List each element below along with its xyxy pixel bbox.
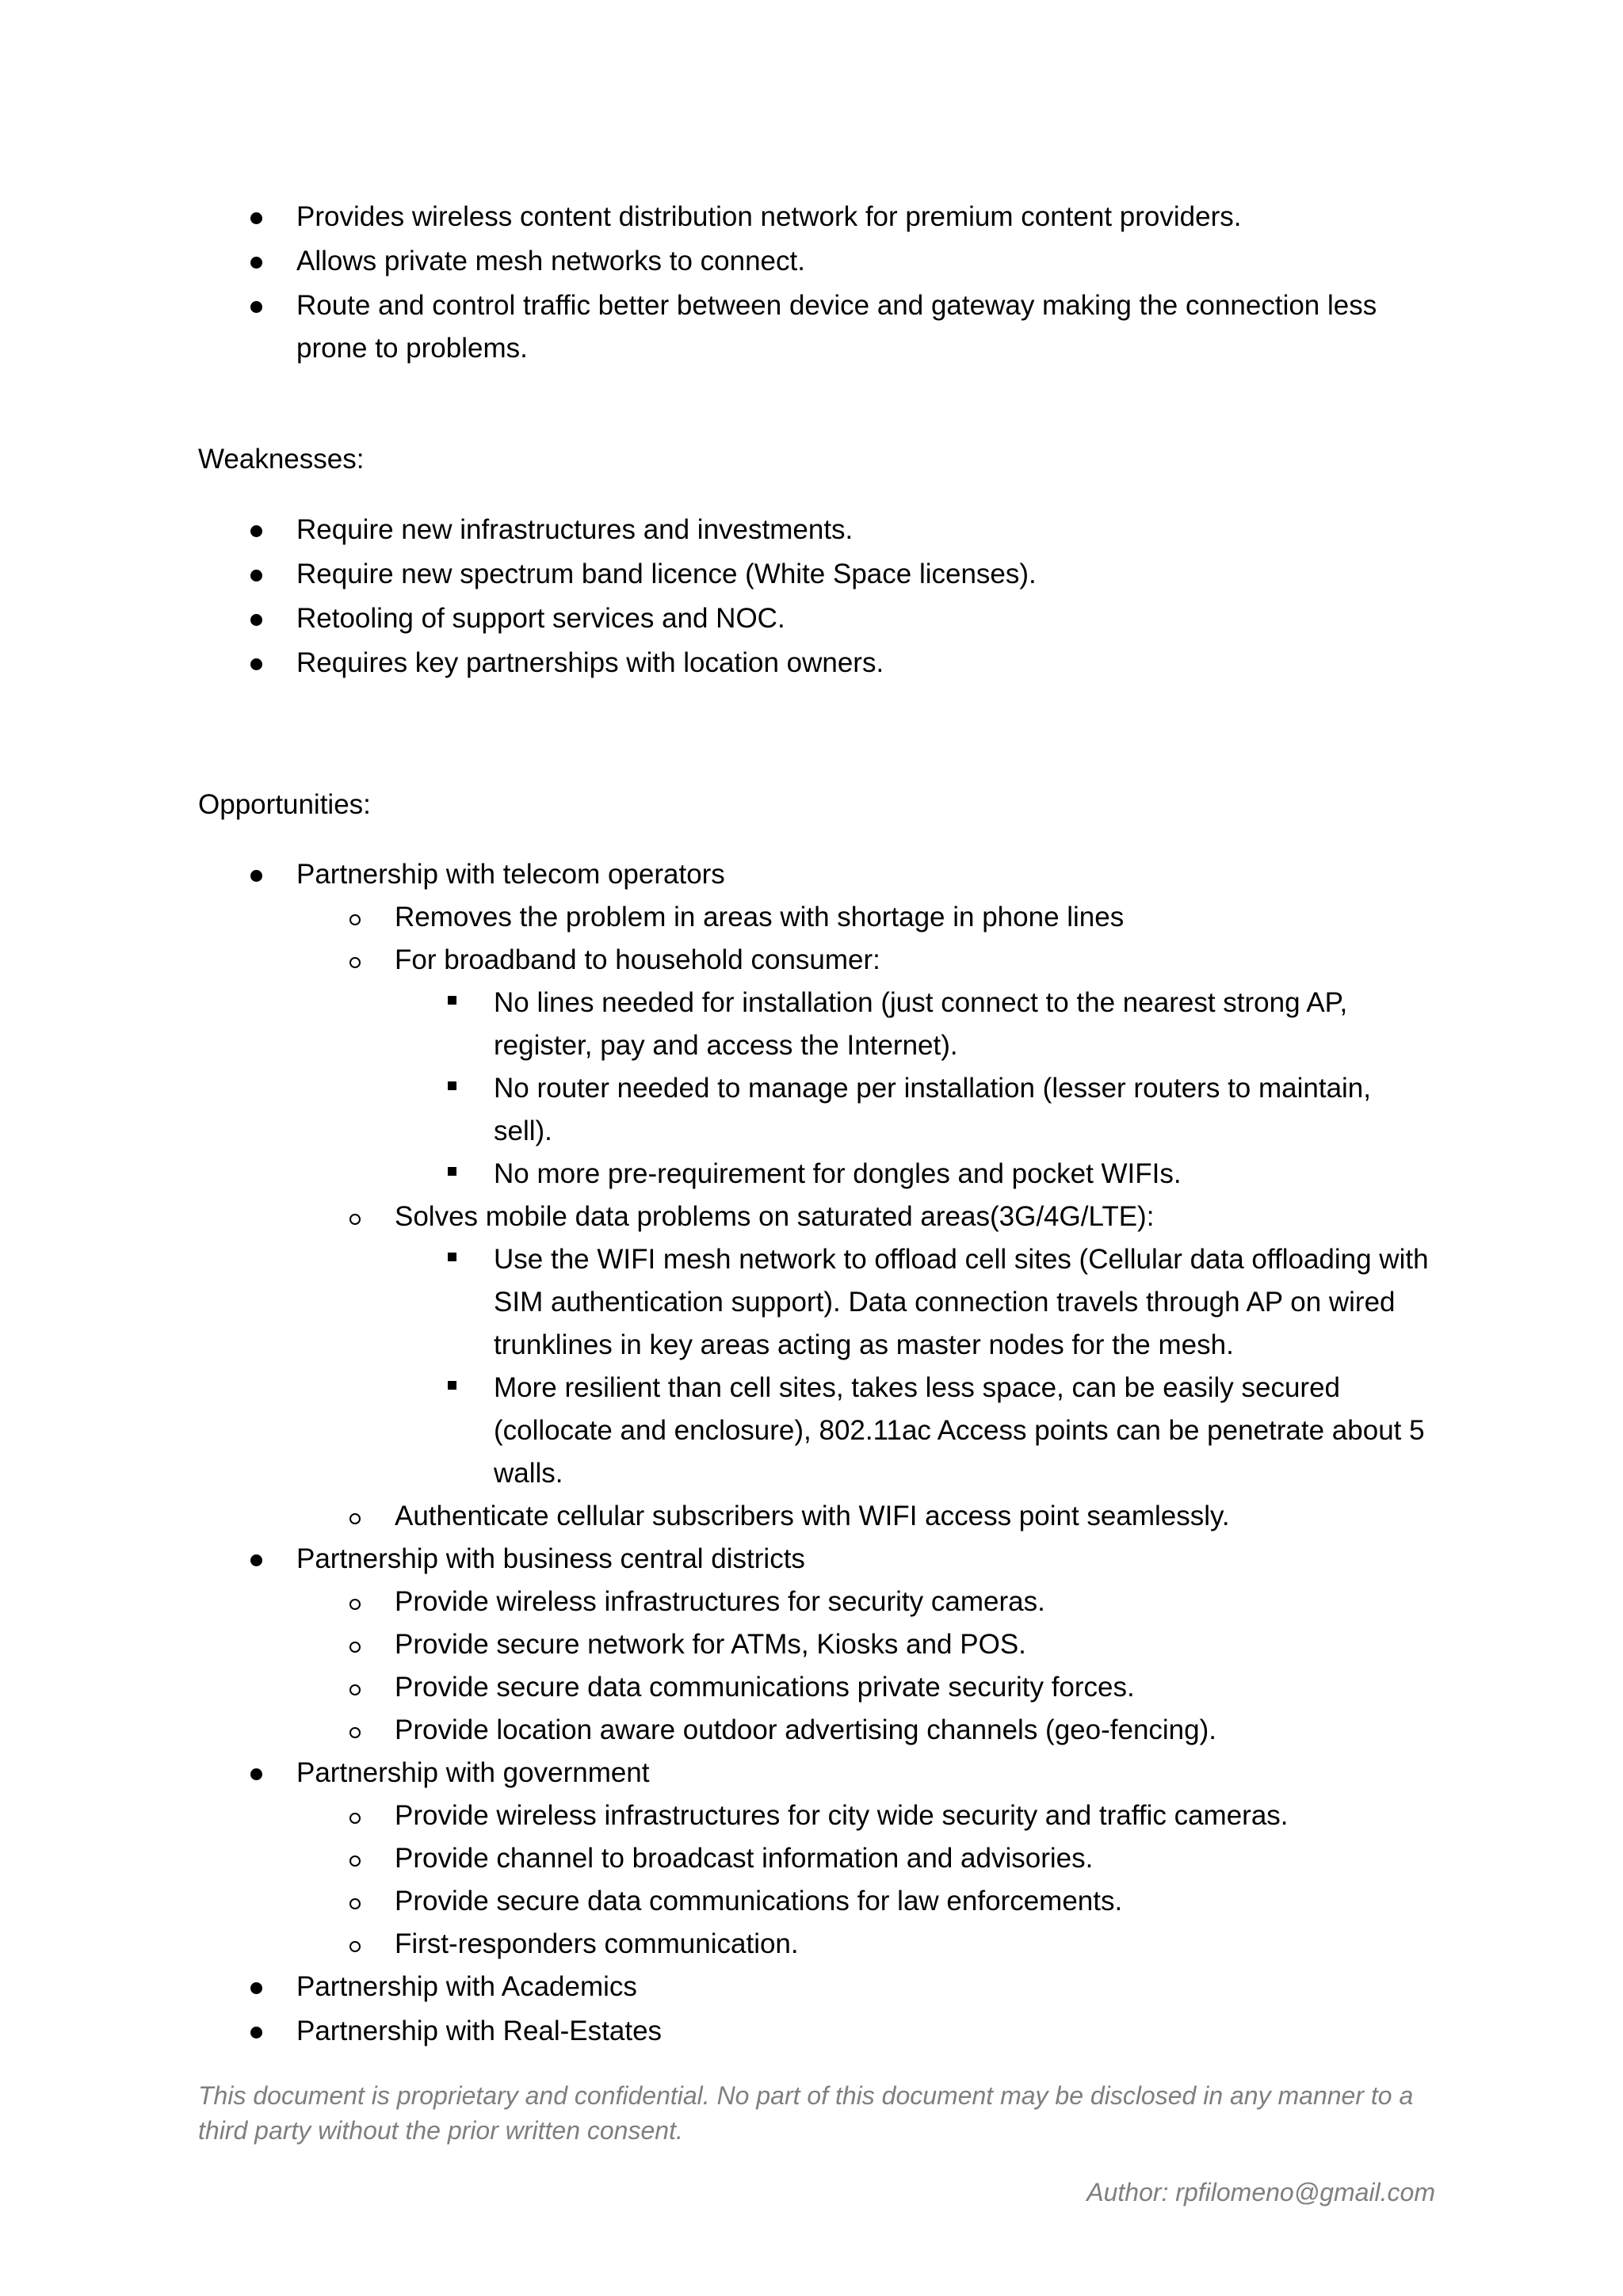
business-sub-item: Provide secure network for ATMs, Kiosks and POS. [395,1629,1026,1660]
strength-item: Allows private mesh networks to connect. [296,246,805,277]
square-bullet-icon [448,1253,456,1261]
business-sub-item: Provide secure data communications private security forces. [395,1672,1135,1703]
strength-item: Provides wireless content distribution network for premium content providers. [296,201,1242,232]
mobile-data-item-continuation: walls. [494,1458,563,1489]
bullet-icon [250,658,262,670]
square-bullet-icon [448,1081,456,1090]
broadband-item-continuation: register, pay and access the Internet). [494,1030,958,1061]
square-bullet-icon [448,996,456,1005]
bullet-icon [250,1554,262,1566]
partnership-business: Partnership with business central districts [296,1543,805,1574]
circle-bullet-icon [349,1684,361,1695]
mobile-data-item-continuation: trunklines in key areas acting as master nodes for the mesh. [494,1329,1234,1360]
mobile-data-item-continuation: (collocate and enclosure), 802.11ac Access points can be penetrate about 5 [494,1415,1425,1446]
broadband-item: No more pre-requirement for dongles and pocket WIFIs. [494,1158,1182,1189]
broadband-item-continuation: sell). [494,1116,552,1146]
square-bullet-icon [448,1167,456,1176]
bullet-icon [250,1768,262,1780]
confidentiality-notice: This document is proprietary and confidential. No part of this document may be disclosed in any manner to a [198,2081,1414,2110]
circle-bullet-icon [349,1941,361,1952]
bullet-icon [250,614,262,626]
circle-bullet-icon [349,1727,361,1738]
circle-bullet-icon [349,1513,361,1524]
partnership-academics: Partnership with Academics [296,1971,637,2002]
circle-bullet-icon [349,1214,361,1225]
weakness-item: Retooling of support services and NOC. [296,603,785,634]
bullet-icon [250,570,262,582]
telecom-sub-item: Authenticate cellular subscribers with WIFI access point seamlessly. [395,1501,1230,1531]
circle-bullet-icon [349,1642,361,1653]
opportunities-heading: Opportunities: [198,789,371,820]
telecom-sub-item: For broadband to household consumer: [395,944,880,975]
bullet-icon [250,1982,262,1994]
telecom-sub-item: Solves mobile data problems on saturated areas(3G/4G/LTE): [395,1201,1155,1232]
government-sub-item: Provide secure data communications for law enforcements. [395,1886,1123,1917]
circle-bullet-icon [349,957,361,968]
weaknesses-heading: Weaknesses: [198,444,365,475]
bullet-icon [250,212,262,224]
mobile-data-item: More resilient than cell sites, takes less space, can be easily secured [494,1372,1341,1403]
weakness-item: Requires key partnerships with location owners. [296,647,884,678]
mobile-data-item: Use the WIFI mesh network to offload cell sites (Cellular data offloading with [494,1244,1429,1275]
bullet-icon [250,870,262,882]
circle-bullet-icon [349,914,361,925]
circle-bullet-icon [349,1813,361,1824]
author-credit: Author: rpfilomeno@gmail.com [1086,2178,1435,2206]
weakness-item: Require new spectrum band licence (White Space licenses). [296,559,1037,589]
government-sub-item: Provide channel to broadcast information and advisories. [395,1843,1094,1874]
circle-bullet-icon [349,1855,361,1867]
government-sub-item: Provide wireless infrastructures for city wide security and traffic cameras. [395,1800,1289,1831]
strength-item-continuation: prone to problems. [296,333,528,364]
weakness-item: Require new infrastructures and investments. [296,514,854,545]
partnership-real-estates: Partnership with Real-Estates [296,2016,663,2046]
circle-bullet-icon [349,1898,361,1909]
business-sub-item: Provide location aware outdoor advertising channels (geo-fencing). [395,1714,1216,1745]
broadband-item: No router needed to manage per installation (lesser routers to maintain, [494,1073,1371,1104]
circle-bullet-icon [349,1599,361,1610]
square-bullet-icon [448,1381,456,1390]
partnership-government: Partnership with government [296,1757,650,1788]
bullet-icon [250,525,262,537]
bullet-icon [250,301,262,313]
strength-item: Route and control traffic better between device and gateway making the connection less [296,290,1377,321]
bullet-icon [250,2027,262,2039]
partnership-telecom: Partnership with telecom operators [296,859,725,890]
government-sub-item: First-responders communication. [395,1928,799,1959]
bullet-icon [250,257,262,269]
telecom-sub-item: Removes the problem in areas with shortage in phone lines [395,902,1125,933]
confidentiality-notice-continuation: third party without the prior written consent. [198,2116,683,2145]
mobile-data-item-continuation: SIM authentication support). Data connection travels through AP on wired [494,1287,1396,1318]
broadband-item: No lines needed for installation (just connect to the nearest strong AP, [494,987,1348,1018]
business-sub-item: Provide wireless infrastructures for security cameras. [395,1586,1045,1617]
